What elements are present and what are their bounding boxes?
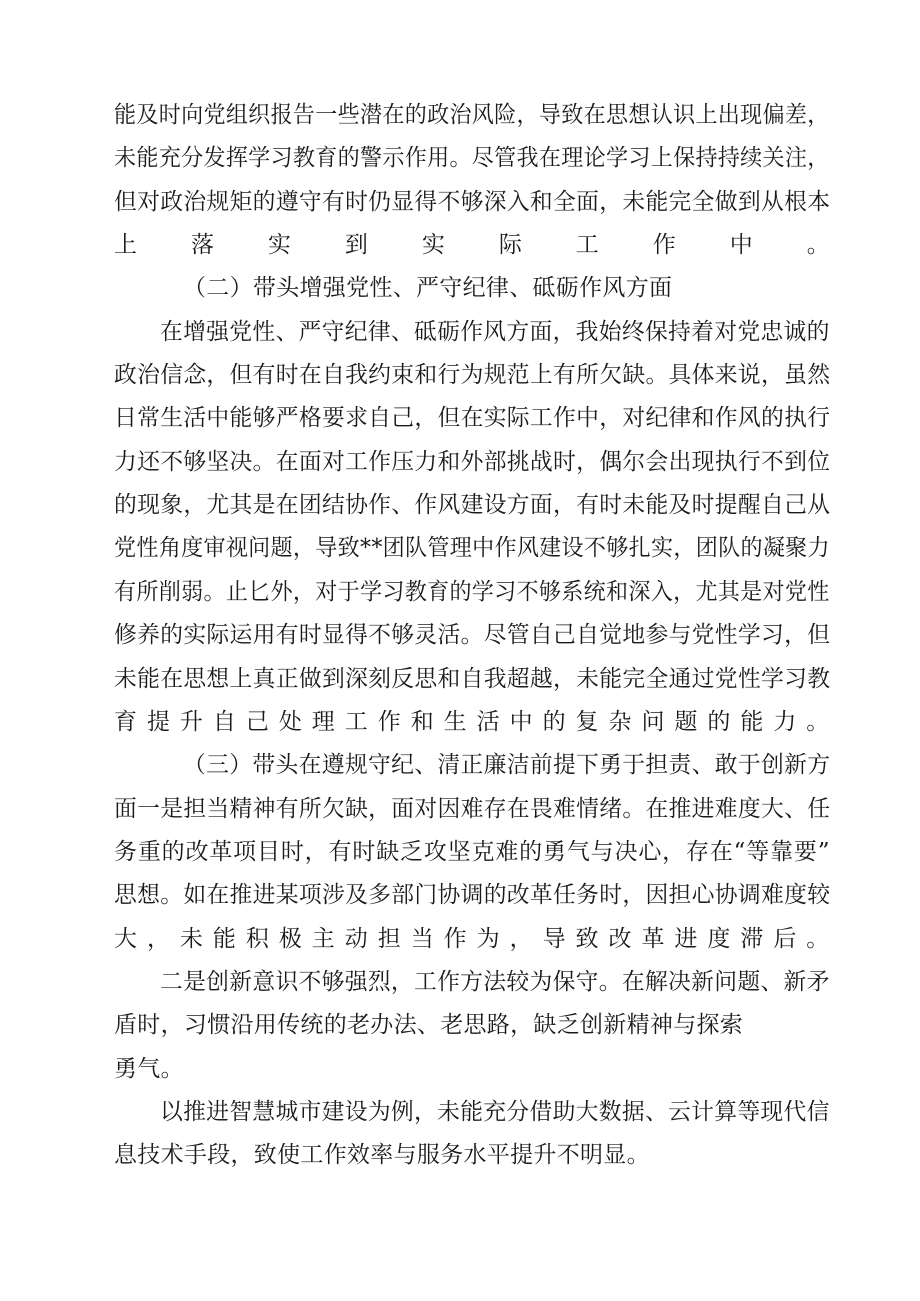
text-line: 思想。如在推进某项涉及多部门协调的改革任务时，因担心协调难度较 [114,882,831,908]
text-line: 有所削弱。止匕外，对于学习教育的学习不够系统和深入，尤其是对党性 [114,579,830,605]
text-line: 党性角度审视问题，导致**团队管理中作风建设不够扎实，团队的凝聚力 [114,535,830,561]
text-line: 务重的改革项目时，有时缺乏攻坚克难的勇气与决心，存在“等靠要” [114,839,831,865]
text-line: 以推进智慧城市建设为例，未能充分借助大数据、云计算等现代信 [160,1099,830,1125]
text-line: 日常生活中能够严格要求自己，但在实际工作中，对纪律和作风的执行 [114,405,831,431]
text-line: 息技术手段，致使工作效率与服务水平提升不明显。 [114,1142,650,1168]
text-line: 盾时，习惯沿用传统的老办法、老思路，缺乏创新精神与探索 [114,1012,744,1038]
text-line: 在增强党性、严守纪律、砥砺作风方面，我始终保持着对党忠诚的 [160,319,830,345]
text-line: 上落实到实际工作中。 [114,232,884,258]
text-line: 面一是担当精神有所欠缺，面对因难存在畏难情绪。在推进难度大、任 [114,796,831,822]
text-line: 未能充分发挥学习教育的警示作用。尽管我在理论学习上保持持续关注， [114,145,830,171]
text-line: 修养的实际运用有时显得不够灵活。尽管自己自觉地参与党性学习，但 [114,622,831,648]
text-line: 的现象，尤其是在团结协作、作风建设方面，有时未能及时提醒自己从 [114,492,831,518]
text-line: 二是创新意识不够强烈，工作方法较为保守。在解决新问题、新矛 [160,969,830,995]
text-line: 能及时向党组织报告一些潜在的政治风险，导致在思想认识上出现偏差， [114,102,830,128]
text-line: 力还不够坚决。在面对工作压力和外部挑战时，偶尔会出现执行不到位 [114,449,831,475]
text-line: 但对政治规矩的遵守有时仍显得不够深入和全面，未能完全做到从根本 [114,189,831,215]
text-line: 政治信念，但有时在自我约束和行为规范上有所欠缺。具体来说，虽然 [114,362,831,388]
text-line: 勇气。 [114,1056,184,1082]
text-line: 育提升自己处理工作和生活中的复杂问题的能力。 [114,709,840,735]
section-heading: （三）带头在遵规守纪、清正廉洁前提下勇于担责、敢于创新方 [183,752,831,778]
text-line: 大，未能积极主动担当作为，导致改革进度滞后。 [114,926,840,952]
text-line: 未能在思想上真正做到深刻反思和自我超越，未能完全通过党性学习教 [114,666,831,692]
section-heading: （二）带头增强党性、严守纪律、砥砺作风方面 [183,275,673,301]
